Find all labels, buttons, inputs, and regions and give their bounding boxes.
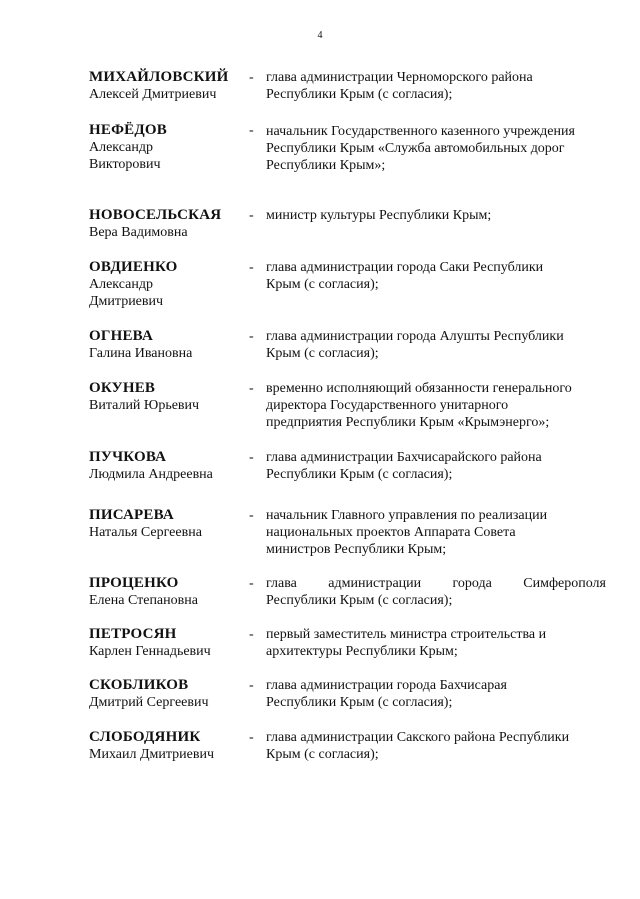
appointee-surname: НЕФЁДОВ [89, 122, 167, 138]
list-dash: - [249, 123, 254, 138]
description-line: Республики Крым (с согласия); [266, 467, 453, 482]
description-line: глава администрации города Саки Республики [266, 260, 544, 275]
appointee-surname: ПИСАРЕВА [89, 507, 174, 523]
position-description [266, 677, 606, 711]
list-dash: - [249, 678, 254, 693]
appointee-surname: НОВОСЕЛЬСКАЯ [89, 207, 222, 223]
given-name-line: Александр [89, 140, 153, 155]
list-dash: - [249, 450, 254, 465]
description-line: глава администрации города Бахчисарая [266, 678, 507, 693]
list-dash: - [249, 208, 254, 223]
list-dash: - [249, 260, 254, 275]
list-dash: - [249, 627, 254, 642]
list-dash: - [249, 381, 254, 396]
description-line: глава администрации Бахчисарайского района [266, 450, 542, 465]
given-name-line: Алексей Дмитриевич [89, 87, 217, 102]
given-name-line: Виталий Юрьевич [89, 398, 200, 413]
description-line: временно исполняющий обязанности генерального [266, 381, 572, 396]
list-dash: - [249, 70, 254, 85]
description-line: глава администрации города Алушты Республики [266, 329, 564, 344]
appointee-surname: ПРОЦЕНКО [89, 575, 179, 591]
description-line: глава администрации города Симферополя [266, 576, 606, 591]
appointee-surname: ПЕТРОСЯН [89, 626, 177, 642]
description-line: Республики Крым»; [266, 158, 386, 173]
appointee-surname: ПУЧКОВА [89, 449, 167, 465]
description-line: предприятия Республики Крым «Крымэнерго»; [266, 415, 550, 430]
list-dash: - [249, 730, 254, 745]
appointee-given-name [89, 397, 239, 414]
position-description [266, 729, 606, 763]
position-description [266, 507, 606, 558]
position-description [266, 69, 606, 103]
position-description [266, 259, 606, 293]
appointee-given-name [89, 224, 239, 241]
given-name-line: Наталья Сергеевна [89, 525, 202, 540]
position-description [266, 123, 606, 174]
appointee-given-name [89, 643, 239, 660]
given-name-line: Дмитриевич [89, 294, 164, 309]
description-line: архитектуры Республики Крым; [266, 644, 458, 659]
position-description [266, 575, 606, 609]
list-dash: - [249, 508, 254, 523]
description-line: Республики Крым (с согласия); [266, 87, 453, 102]
appointee-given-name [89, 524, 239, 541]
appointee-surname: СКОБЛИКОВ [89, 677, 189, 693]
given-name-line: Карлен Геннадьевич [89, 644, 211, 659]
appointee-given-name [89, 746, 239, 763]
description-line: министров Республики Крым; [266, 542, 447, 557]
description-line: Крым (с согласия); [266, 747, 379, 762]
description-line: Крым (с согласия); [266, 346, 379, 361]
position-description [266, 449, 606, 483]
appointee-given-name [89, 592, 239, 609]
description-line: глава администрации Сакского района Республики [266, 730, 570, 745]
description-line: начальник Государственного казенного учреждения [266, 124, 575, 139]
description-line: Республики Крым (с согласия); [266, 593, 453, 608]
position-description [266, 380, 606, 431]
appointee-given-name [89, 694, 239, 711]
page-number: 4 [317, 30, 323, 41]
appointee-surname: СЛОБОДЯНИК [89, 729, 201, 745]
description-line: министр культуры Республики Крым; [266, 208, 492, 223]
position-description [266, 626, 606, 660]
appointee-given-name [89, 466, 239, 483]
description-line: Крым (с согласия); [266, 277, 379, 292]
given-name-line: Дмитрий Сергеевич [89, 695, 209, 710]
description-line: первый заместитель министра строительства и [266, 627, 547, 642]
appointee-surname: МИХАЙЛОВСКИЙ [89, 69, 229, 85]
appointee-surname: ОВДИЕНКО [89, 259, 178, 275]
appointee-surname: ОГНЕВА [89, 328, 153, 344]
description-line: глава администрации Черноморского района [266, 70, 533, 85]
given-name-line: Елена Степановна [89, 593, 198, 608]
position-description [266, 328, 606, 362]
given-name-line: Вера Вадимовна [89, 225, 188, 240]
list-dash: - [249, 576, 254, 591]
appointee-given-name [89, 345, 239, 362]
description-line: Республики Крым «Служба автомобильных дорог [266, 141, 565, 156]
appointee-given-name [89, 86, 239, 103]
list-dash: - [249, 329, 254, 344]
description-line: директора Государственного унитарного [266, 398, 509, 413]
given-name-line: Галина Ивановна [89, 346, 193, 361]
given-name-line: Викторович [89, 157, 161, 172]
appointee-given-name [89, 139, 239, 173]
given-name-line: Михаил Дмитриевич [89, 747, 214, 762]
appointee-surname: ОКУНЕВ [89, 380, 156, 396]
description-line: национальных проектов Аппарата Совета [266, 525, 516, 540]
given-name-line: Людмила Андреевна [89, 467, 213, 482]
appointee-given-name [89, 276, 239, 310]
given-name-line: Александр [89, 277, 153, 292]
position-description [266, 207, 606, 224]
description-line: Республики Крым (с согласия); [266, 695, 453, 710]
description-line: начальник Главного управления по реализации [266, 508, 548, 523]
